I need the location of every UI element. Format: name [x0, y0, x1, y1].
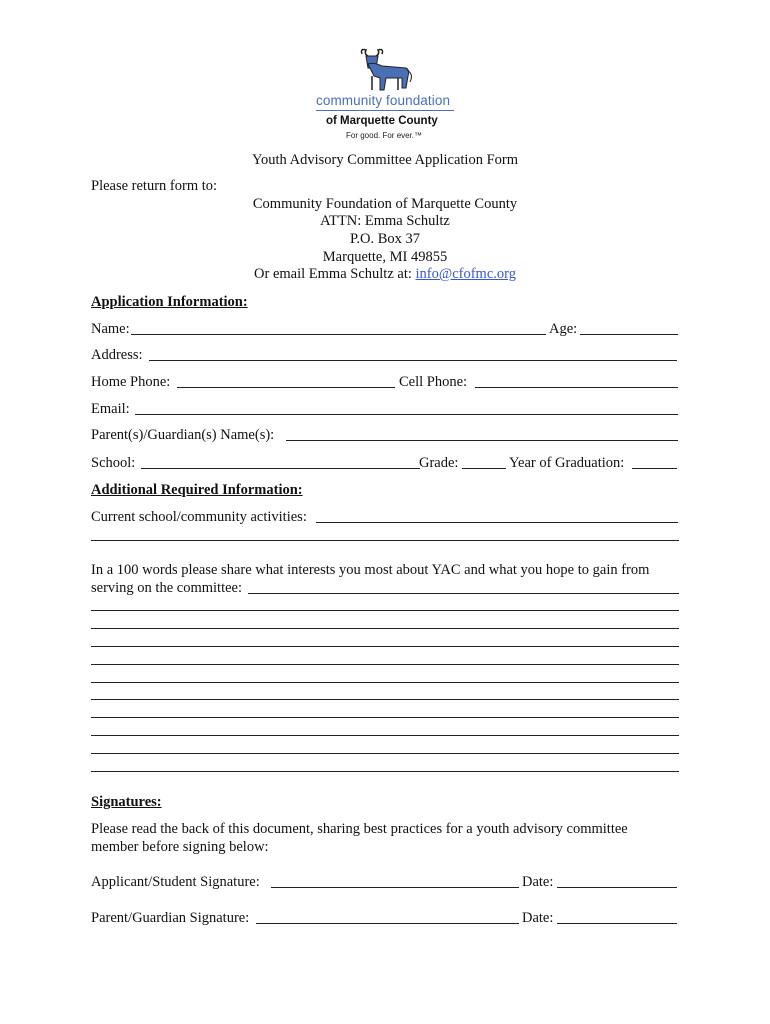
- essay-line[interactable]: [91, 717, 679, 718]
- applicant-date-field[interactable]: [557, 887, 677, 888]
- logo-line1: community foundation: [316, 93, 451, 108]
- applicant-signature-field[interactable]: [271, 887, 519, 888]
- foundation-logo: [310, 46, 460, 146]
- activities-field-line2[interactable]: [91, 540, 679, 541]
- parent-signature-label: Parent/Guardian Signature:: [91, 910, 250, 926]
- logo-line2: of Marquette County: [326, 115, 438, 127]
- return-box: P.O. Box 37: [349, 231, 421, 247]
- return-org: Community Foundation of Marquette County: [252, 196, 518, 212]
- essay-prompt-line1: In a 100 words please share what interests you most about YAC and what you hope to gain from: [91, 562, 650, 578]
- essay-line[interactable]: [91, 646, 679, 647]
- name-field[interactable]: [131, 334, 546, 335]
- guardian-field[interactable]: [286, 440, 678, 441]
- address-label: Address:: [91, 347, 143, 363]
- essay-line[interactable]: [91, 610, 679, 611]
- essay-line[interactable]: [91, 628, 679, 629]
- parent-date-label: Date:: [522, 910, 554, 926]
- logo-underline: [316, 110, 454, 111]
- name-label: Name:: [91, 321, 130, 337]
- signatures-heading: Signatures:: [91, 794, 162, 810]
- graduation-field[interactable]: [632, 468, 677, 469]
- guardian-label: Parent(s)/Guardian(s) Name(s):: [91, 427, 275, 443]
- email-link[interactable]: info@cfofmc.org: [415, 266, 516, 282]
- activities-label: Current school/community activities:: [91, 509, 307, 525]
- parent-date-field[interactable]: [557, 923, 677, 924]
- bull-icon: [310, 46, 460, 96]
- age-label: Age:: [549, 321, 578, 337]
- essay-line[interactable]: [91, 771, 679, 772]
- cell-phone-field[interactable]: [475, 387, 678, 388]
- grade-label: Grade:: [419, 455, 459, 471]
- essay-line[interactable]: [91, 735, 679, 736]
- address-field[interactable]: [149, 360, 677, 361]
- email-field[interactable]: [135, 414, 678, 415]
- age-field[interactable]: [580, 334, 678, 335]
- grade-field[interactable]: [462, 468, 506, 469]
- essay-line[interactable]: [91, 753, 679, 754]
- activities-field[interactable]: [316, 522, 678, 523]
- return-email-prefix: Or email Emma Schultz at:: [254, 266, 416, 282]
- signatures-instructions-line2: member before signing below:: [91, 839, 269, 855]
- home-phone-field[interactable]: [177, 387, 395, 388]
- essay-line[interactable]: [91, 699, 679, 700]
- school-label: School:: [91, 455, 136, 471]
- home-phone-label: Home Phone:: [91, 374, 171, 390]
- form-title: Youth Advisory Committee Application Form: [252, 152, 518, 168]
- return-label: Please return form to:: [91, 178, 218, 194]
- return-attn: ATTN: Emma Schultz: [320, 213, 450, 229]
- parent-signature-field[interactable]: [256, 923, 519, 924]
- signatures-instructions-line1: Please read the back of this document, sharing best practices for a youth advisory committee: [91, 821, 628, 837]
- essay-line[interactable]: [91, 664, 679, 665]
- essay-prompt-line2: serving on the committee:: [91, 580, 243, 596]
- email-label: Email:: [91, 401, 130, 417]
- logo-tagline: For good. For ever.™: [346, 131, 423, 140]
- return-city: Marquette, MI 49855: [322, 249, 448, 265]
- additional-info-heading: Additional Required Information:: [91, 482, 303, 498]
- cell-phone-label: Cell Phone:: [399, 374, 468, 390]
- graduation-label: Year of Graduation:: [509, 455, 625, 471]
- essay-line[interactable]: [91, 682, 679, 683]
- essay-field[interactable]: [248, 593, 679, 594]
- return-email-line: [170, 265, 600, 283]
- application-info-heading: Application Information:: [91, 294, 248, 310]
- school-field[interactable]: [141, 468, 420, 469]
- applicant-signature-label: Applicant/Student Signature:: [91, 874, 260, 890]
- applicant-date-label: Date:: [522, 874, 554, 890]
